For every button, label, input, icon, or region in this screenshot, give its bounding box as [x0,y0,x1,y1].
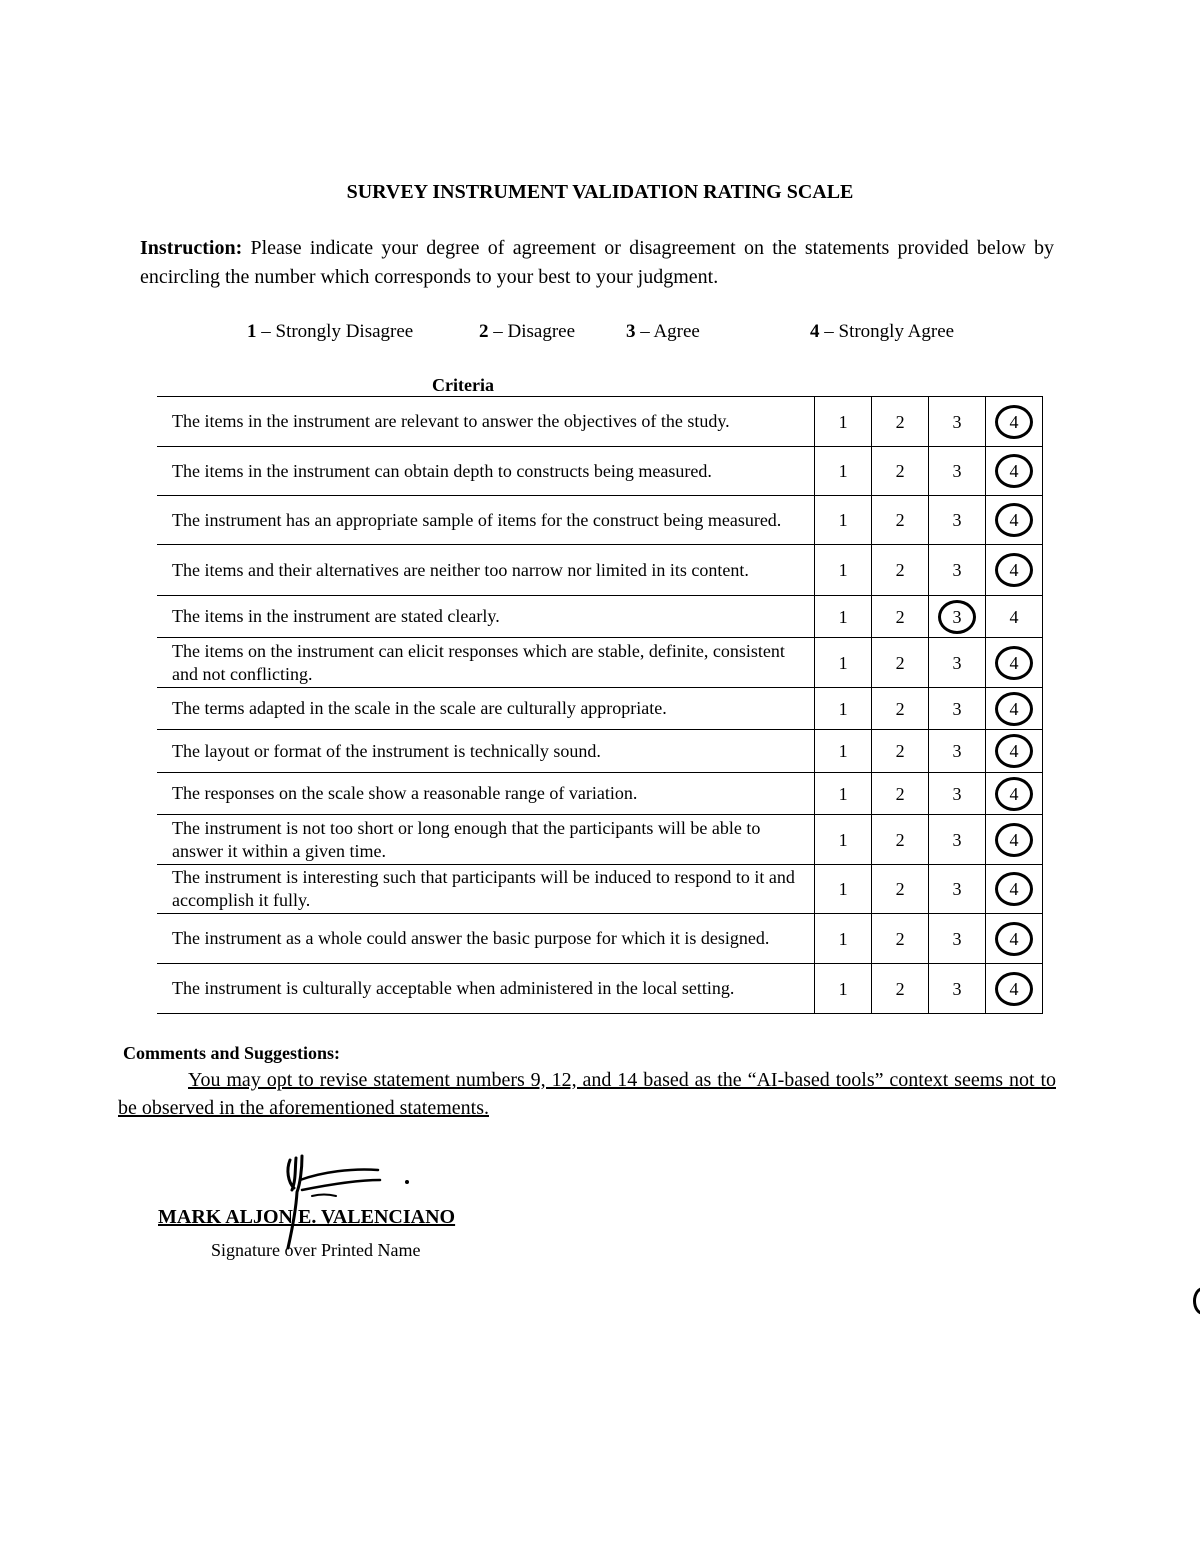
legend-item-1 [247,321,413,343]
rating-option[interactable]: 1 [838,560,848,580]
rating-cell-2[interactable] [872,447,929,496]
rating-option-selected[interactable]: 3 [938,600,976,634]
comments-label: Comments and Suggestions: [123,1043,341,1063]
instruction-label: Instruction: [140,237,243,259]
signer-name: MARK ALJON E. VALENCIANO [158,1206,456,1228]
rating-cell-4[interactable] [986,688,1043,730]
rating-cell-3[interactable] [929,773,986,815]
rating-table [157,396,1043,1014]
rating-option-selected[interactable]: 4 [995,405,1033,439]
criterion-statement: The items in the instrument are stated clearly. [157,596,815,638]
rating-cell-4[interactable] [986,447,1043,496]
rating-option[interactable]: 1 [838,411,848,432]
rating-option[interactable]: 2 [895,741,905,761]
rating-cell-2[interactable] [872,964,929,1014]
rating-cell-3[interactable] [929,545,986,596]
signer-caption: Signature over Printed Name [211,1240,421,1260]
rating-option[interactable]: 3 [952,928,962,949]
rating-option[interactable]: 2 [895,879,905,899]
rating-cell-4[interactable] [986,397,1043,447]
rating-option[interactable]: 1 [838,510,848,530]
rating-cell-1[interactable] [815,688,872,730]
page-title: SURVEY INSTRUMENT VALIDATION RATING SCALE [346,181,854,203]
rating-option-selected[interactable]: 4 [995,823,1033,857]
rating-cell-2[interactable] [872,596,929,638]
rating-cell-4[interactable] [986,773,1043,815]
legend-item-3 [626,321,700,343]
comments-text: You may opt to revise statement numbers 9, 12, and 14 based as the “AI-based tools” context seems not to be observed in the aforementioned statements. [118,1069,1056,1119]
table-row [157,638,1043,688]
legend-label: – Strongly Disagree [261,321,414,342]
rating-option[interactable]: 3 [952,510,962,530]
rating-option[interactable]: 1 [838,652,848,673]
rating-option[interactable]: 3 [952,461,962,481]
rating-option[interactable]: 1 [838,978,848,999]
rating-option[interactable]: 3 [952,783,962,804]
rating-option-selected[interactable]: 4 [995,922,1033,956]
rating-cell-1[interactable] [815,596,872,638]
rating-option-selected[interactable]: 4 [995,553,1033,587]
rating-cell-1[interactable] [815,447,872,496]
table-row [157,964,1043,1014]
criterion-statement: The items in the instrument are relevant to answer the objectives of the study. [157,397,815,447]
table-row [157,688,1043,730]
rating-cell-3[interactable] [929,914,986,964]
rating-option[interactable]: 4 [1009,606,1019,627]
rating-cell-4[interactable] [986,730,1043,773]
rating-cell-1[interactable] [815,964,872,1014]
rating-cell-1[interactable] [815,865,872,914]
rating-option-selected[interactable]: 4 [995,692,1033,726]
rating-option[interactable]: 2 [895,411,905,432]
instruction-paragraph [140,234,1054,292]
rating-option[interactable]: 3 [952,560,962,580]
rating-option[interactable]: 2 [895,560,905,580]
rating-cell-4[interactable] [986,865,1043,914]
rating-option[interactable]: 2 [895,510,905,530]
table-row [157,865,1043,914]
legend-item-4 [810,321,954,343]
legend-number: 2 [479,321,489,342]
table-row [157,815,1043,865]
legend-number: 1 [247,321,257,342]
rating-option[interactable]: 1 [838,741,848,761]
rating-cell-3[interactable] [929,815,986,865]
table-row [157,545,1043,596]
rating-cell-2[interactable] [872,730,929,773]
criterion-statement: The instrument has an appropriate sample of items for the construct being measured. [157,496,815,545]
legend-number: 4 [810,321,820,342]
rating-option[interactable]: 2 [895,928,905,949]
rating-option[interactable]: 1 [838,783,848,804]
rating-option[interactable]: 3 [952,698,962,719]
rating-option-selected[interactable]: 4 [995,777,1033,811]
rating-option-selected[interactable]: 4 [995,646,1033,680]
rating-option-selected[interactable]: 4 [995,872,1033,906]
rating-cell-3[interactable] [929,964,986,1014]
rating-cell-2[interactable] [872,688,929,730]
rating-cell-1[interactable] [815,815,872,865]
rating-cell-2[interactable] [872,638,929,688]
rating-cell-4[interactable] [986,914,1043,964]
table-row [157,914,1043,964]
rating-cell-3[interactable] [929,688,986,730]
rating-cell-4[interactable] [986,545,1043,596]
rating-cell-1[interactable] [815,638,872,688]
rating-option[interactable]: 2 [895,652,905,673]
table-row [157,397,1043,447]
legend-label: – Agree [640,321,700,342]
rating-option[interactable]: 2 [895,783,905,804]
criteria-header: Criteria [432,375,494,395]
table-row [157,447,1043,496]
rating-cell-4[interactable] [986,964,1043,1014]
rating-cell-3[interactable] [929,596,986,638]
rating-cell-4[interactable] [986,596,1043,638]
rating-cell-2[interactable] [872,773,929,815]
criterion-statement: The items on the instrument can elicit responses which are stable, definite, consistent and not conflicting. [157,638,815,688]
rating-cell-2[interactable] [872,865,929,914]
rating-cell-1[interactable] [815,914,872,964]
table-row [157,773,1043,815]
rating-cell-3[interactable] [929,496,986,545]
criterion-statement: The items in the instrument can obtain depth to constructs being measured. [157,447,815,496]
rating-option[interactable]: 3 [952,411,962,432]
rating-option[interactable]: 1 [838,928,848,949]
rating-option[interactable]: 2 [895,461,905,481]
rating-cell-4[interactable] [986,496,1043,545]
criterion-statement: The items and their alternatives are neither too narrow nor limited in its content. [157,545,815,596]
legend-label: – Strongly Agree [824,321,955,342]
rating-option-selected[interactable]: 4 [995,734,1033,768]
rating-cell-4[interactable] [986,638,1043,688]
rating-cell-2[interactable] [872,496,929,545]
rating-cell-1[interactable] [815,397,872,447]
criterion-statement: The instrument is not too short or long enough that the participants will be able to answer it within a given time. [157,815,815,865]
rating-cell-2[interactable] [872,545,929,596]
rating-cell-1[interactable] [815,730,872,773]
legend-number: 3 [626,321,636,342]
rating-option[interactable]: 3 [952,652,962,673]
rating-option-selected[interactable]: 4 [995,454,1033,488]
rating-option[interactable]: 2 [895,606,905,627]
rating-cell-1[interactable] [815,496,872,545]
rating-cell-1[interactable] [815,773,872,815]
rating-option[interactable]: 3 [952,978,962,999]
criterion-statement: The instrument as a whole could answer the basic purpose for which it is designed. [157,914,815,964]
table-row [157,596,1043,638]
rating-cell-2[interactable] [872,914,929,964]
rating-cell-3[interactable] [929,397,986,447]
criterion-statement: The terms adapted in the scale in the scale are culturally appropriate. [157,688,815,730]
rating-option-selected[interactable]: 4 [995,972,1033,1006]
criterion-statement: The instrument is interesting such that participants will be induced to respond to it and accomplish it fully. [157,865,815,914]
rating-cell-3[interactable] [929,730,986,773]
rating-option[interactable]: 3 [952,829,962,850]
rating-option[interactable]: 2 [895,978,905,999]
rating-option[interactable]: 1 [838,698,848,719]
table-row [157,496,1043,545]
rating-table-body [157,397,1043,1014]
rating-option[interactable]: 3 [952,879,962,899]
rating-option[interactable]: 1 [838,829,848,850]
table-row [157,730,1043,773]
rating-option-selected[interactable]: 4 [995,503,1033,537]
rating-cell-1[interactable] [815,545,872,596]
rating-option[interactable]: 1 [838,461,848,481]
rating-cell-3[interactable] [929,865,986,914]
rating-cell-3[interactable] [929,447,986,496]
criterion-statement: The layout or format of the instrument is technically sound. [157,730,815,773]
rating-cell-4[interactable] [986,815,1043,865]
instruction-text: Please indicate your degree of agreement or disagreement on the statements provided below by encircling the number which corresponds to your best to your judgment. [140,237,1055,288]
legend-label: – Disagree [493,321,576,342]
rating-cell-2[interactable] [872,815,929,865]
criterion-statement: The instrument is culturally acceptable when administered in the local setting. [157,964,815,1014]
rating-option[interactable]: 2 [895,698,905,719]
rating-option[interactable]: 2 [895,829,905,850]
page-edge-mark [1193,1287,1200,1315]
rating-option[interactable]: 1 [838,879,848,899]
legend-item-2 [479,321,575,343]
rating-option[interactable]: 1 [838,606,848,627]
rating-option[interactable]: 3 [952,741,962,761]
rating-cell-3[interactable] [929,638,986,688]
criterion-statement: The responses on the scale show a reasonable range of variation. [157,773,815,815]
rating-cell-2[interactable] [872,397,929,447]
